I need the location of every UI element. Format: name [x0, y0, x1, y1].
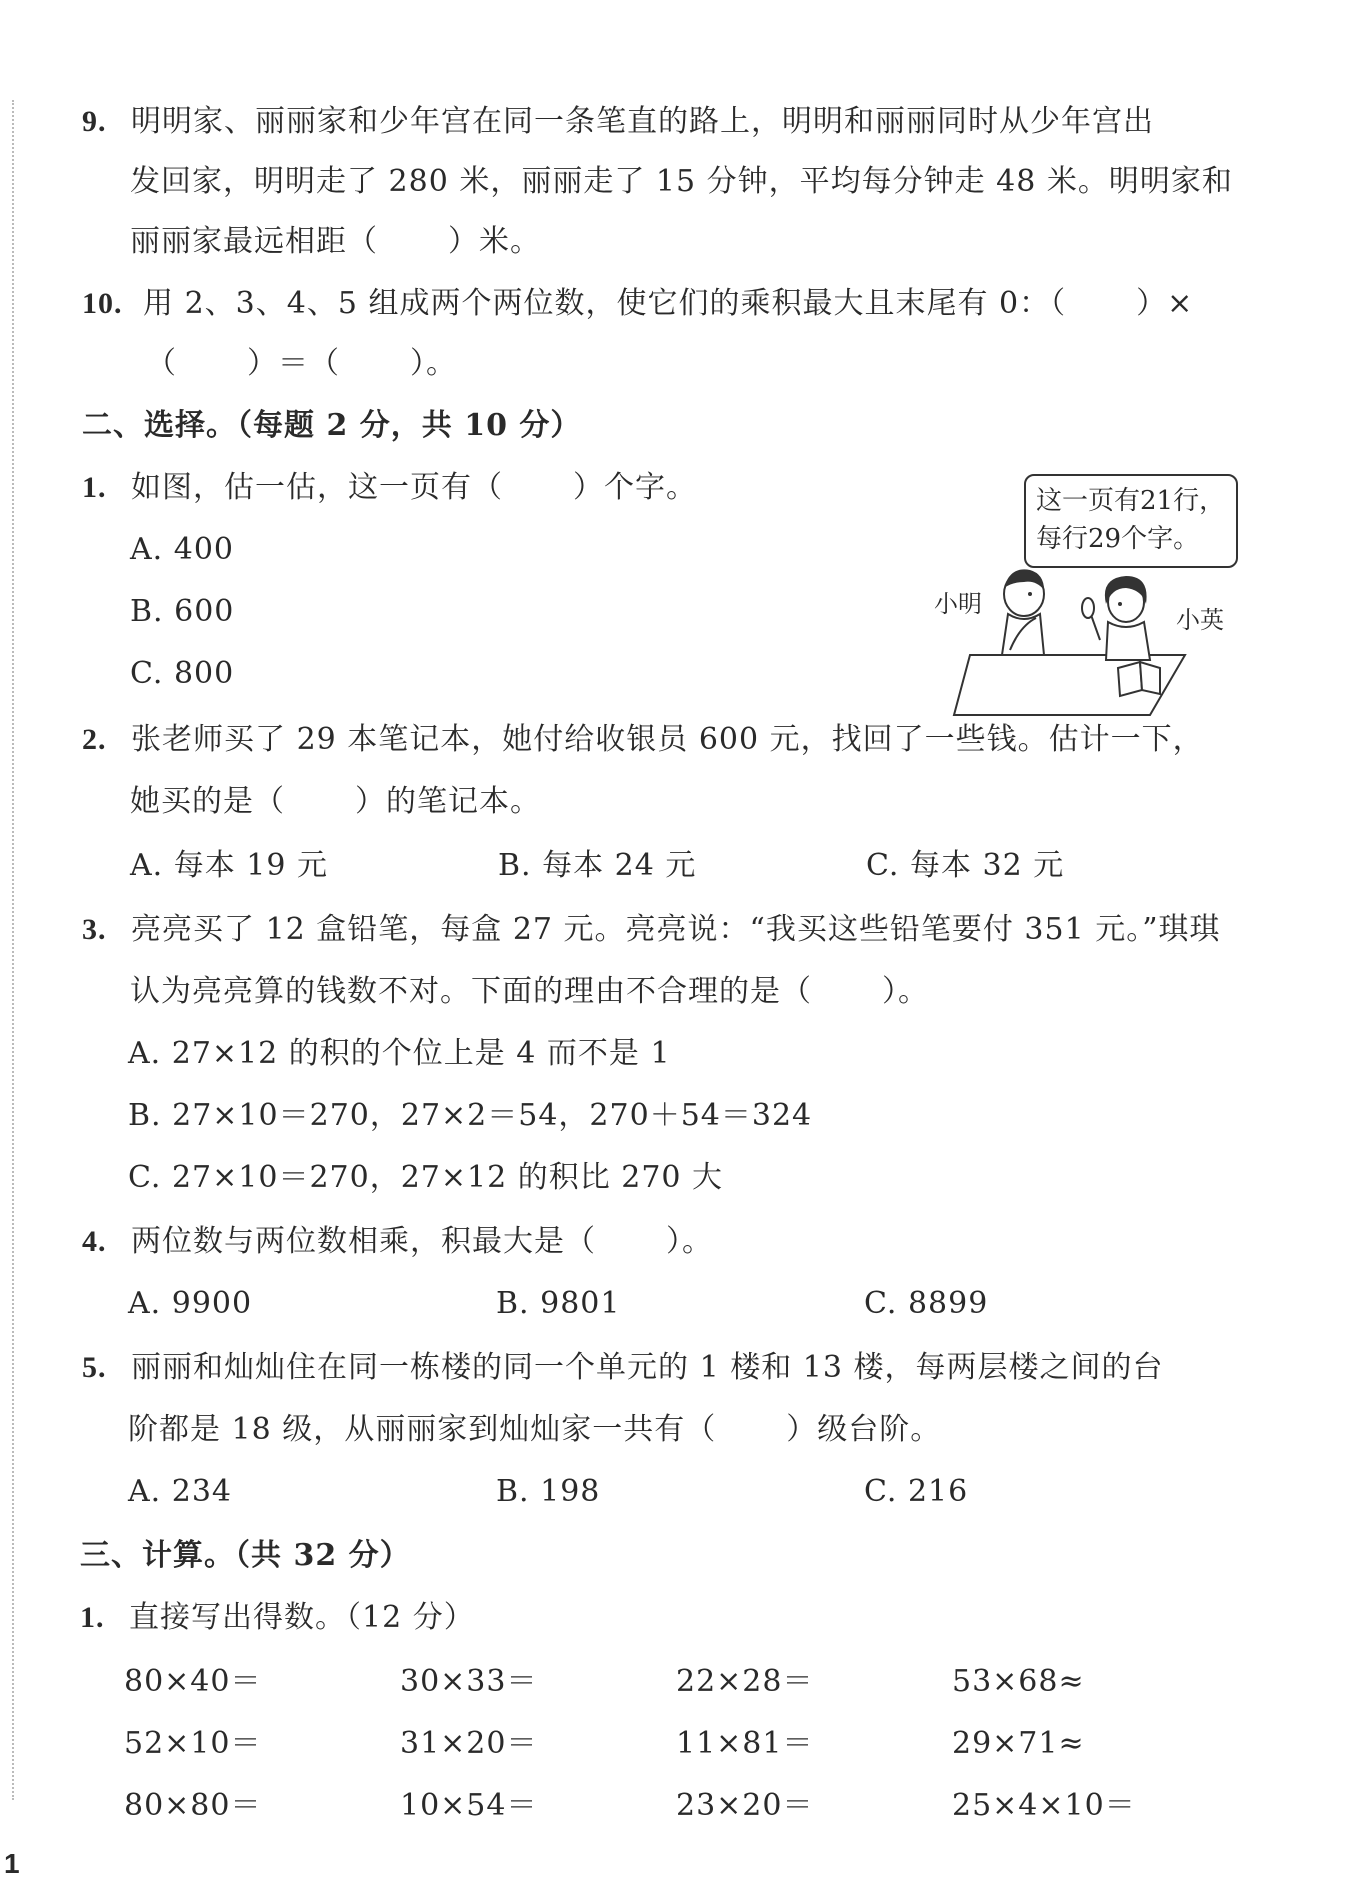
q9-line3 [130, 222, 541, 262]
section-2-title [82, 406, 581, 446]
section-2-title-post: ） [550, 408, 582, 443]
calc-r1-c3: 22×28＝ [676, 1664, 814, 1699]
bubble-line-1: 这一页有21行， [1036, 486, 1226, 516]
speech-bubble [1024, 474, 1238, 568]
s2q1-stem [82, 468, 697, 508]
s2q5-option-a[interactable]: A. 234 [128, 1474, 232, 1509]
section-3-title-pre: 三、计算。（ [80, 1538, 251, 1573]
s2q3-text-2b: ）。 [882, 974, 929, 1009]
s2q1-text-a: 如图，估一估，这一页有（ [131, 470, 504, 505]
q10-line1 [82, 284, 1193, 324]
s3q1-number: 1. [80, 1601, 105, 1634]
s2q1-number: 1. [82, 471, 107, 504]
section-2-title-pre: 二、选择。（ [82, 408, 253, 443]
calc-r2-c1: 52×10＝ [124, 1726, 262, 1761]
s2q2-line1 [82, 720, 1204, 760]
calc-r1-c1: 80×40＝ [124, 1664, 262, 1699]
s2q2-text-2b: ）的笔记本。 [355, 784, 541, 819]
label-xiaoying: 小英 [1176, 606, 1224, 634]
s2q2-text-2a: 她买的是（ [130, 784, 285, 819]
s2q3-text-1: 亮亮买了 12 盒铅笔，每盒 27 元。亮亮说：“我买这些铅笔要付 351 元。”琪琪 [131, 912, 1221, 947]
section-3-title [80, 1536, 411, 1576]
s2q4-text-b: ）。 [666, 1224, 714, 1259]
calc-r1-c2: 30×33＝ [400, 1664, 538, 1699]
s2q5-line1 [82, 1348, 1163, 1388]
q9-line2: 发回家，明明走了 280 米，丽丽走了 15 分钟，平均每分钟走 48 米。明明家和 [130, 164, 1233, 199]
s2q1-text-b: ）个字。 [573, 470, 698, 505]
s2q3-number: 3. [82, 913, 107, 946]
s2q5-text-2a: 阶都是 18 级，从丽丽家到灿灿家一共有（ [128, 1412, 717, 1447]
q10-number: 10. [82, 287, 123, 320]
q10-text-2c: ）。 [410, 346, 457, 381]
s2q5-text-1: 丽丽和灿灿住在同一栋楼的同一个单元的 1 楼和 13 楼，每两层楼之间的台 [131, 1350, 1164, 1385]
bubble-line-2: 每行29个字。 [1036, 524, 1200, 554]
q9-number: 9. [82, 105, 107, 138]
q9-text-1: 明明家、丽丽家和少年宫在同一条笔直的路上，明明和丽丽同时从少年宫出 [131, 104, 1155, 139]
boy-icon [1002, 569, 1044, 655]
binding-margin-dots [12, 100, 14, 1800]
s2q3-option-c[interactable]: C. 27×10＝270，27×12 的积比 270 大 [128, 1160, 724, 1195]
s2q4-text-a: 两位数与两位数相乘，积最大是（ [131, 1224, 597, 1259]
s2q5-line2 [128, 1410, 941, 1450]
calc-r1-c4: 53×68≈ [952, 1664, 1085, 1699]
calc-r2-c4: 29×71≈ [952, 1726, 1085, 1761]
q9-text-3a: 丽丽家最远相距（ [130, 224, 378, 259]
s2q2-number: 2. [82, 723, 107, 756]
s2q4-stem [82, 1222, 713, 1262]
s2q3-line1 [82, 910, 1221, 950]
s2q4-option-b[interactable]: B. 9801 [496, 1286, 621, 1321]
s2q2-option-a[interactable]: A. 每本 19 元 [130, 848, 328, 883]
page-number: 1 [4, 1848, 20, 1879]
s2q4-number: 4. [82, 1225, 107, 1258]
s2q3-option-a[interactable]: A. 27×12 的积的个位上是 4 而不是 1 [128, 1036, 671, 1071]
calc-r3-c4: 25×4×10＝ [952, 1788, 1136, 1823]
book-icon [1118, 662, 1160, 696]
s2q4-option-c[interactable]: C. 8899 [864, 1286, 989, 1321]
q9-text-3b: ）米。 [448, 224, 541, 259]
s3q1-stem [80, 1598, 475, 1638]
q10-line2 [146, 344, 457, 384]
q10-text-1a: 用 2、3、4、5 组成两个两位数，使它们的乘积最大且末尾有 0：（ [143, 286, 1067, 321]
s2q2-line2 [130, 782, 541, 822]
s2q3-text-2a: 认为亮亮算的钱数不对。下面的理由不合理的是（ [130, 974, 812, 1009]
s2q2-text-1: 张老师买了 29 本笔记本，她付给收银员 600 元，找回了一些钱。估计一下， [131, 722, 1204, 757]
s2q5-number: 5. [82, 1351, 107, 1384]
q10-text-1b: ）× [1136, 286, 1194, 321]
s2q5-option-c[interactable]: C. 216 [864, 1474, 969, 1509]
section-3-title-post: ） [379, 1538, 411, 1573]
s3q1-text: 直接写出得数。（12 分） [129, 1600, 475, 1635]
s2q3-option-b[interactable]: B. 27×10＝270，27×2＝54，270＋54＝324 [128, 1098, 813, 1133]
children-reading-illustration [940, 560, 1240, 720]
s2q2-option-c[interactable]: C. 每本 32 元 [866, 848, 1065, 883]
s2q2-option-b[interactable]: B. 每本 24 元 [498, 848, 697, 883]
s2q1-option-a[interactable]: A. 400 [130, 532, 234, 567]
s2q3-line2 [130, 972, 929, 1012]
calc-r3-c3: 23×20＝ [676, 1788, 814, 1823]
label-xiaoming: 小明 [934, 590, 982, 618]
s2q5-text-2b: ）级台阶。 [786, 1412, 942, 1447]
section-3-title-score: 共 32 分 [251, 1538, 380, 1573]
calc-r2-c2: 31×20＝ [400, 1726, 538, 1761]
q10-text-2a: （ [146, 346, 177, 381]
s2q5-option-b[interactable]: B. 198 [496, 1474, 601, 1509]
calc-r2-c3: 11×81＝ [676, 1726, 814, 1761]
q9-line1 [82, 102, 1154, 142]
calc-r3-c1: 80×80＝ [124, 1788, 262, 1823]
s2q1-option-b[interactable]: B. 600 [130, 594, 235, 629]
q10-text-2b: ）＝（ [247, 346, 340, 381]
section-2-title-score: 每题 2 分，共 10 分 [253, 408, 551, 443]
girl-icon [1082, 576, 1150, 660]
s2q1-option-c[interactable]: C. 800 [130, 656, 235, 691]
s2q4-option-a[interactable]: A. 9900 [128, 1286, 253, 1321]
calc-r3-c2: 10×54＝ [400, 1788, 538, 1823]
